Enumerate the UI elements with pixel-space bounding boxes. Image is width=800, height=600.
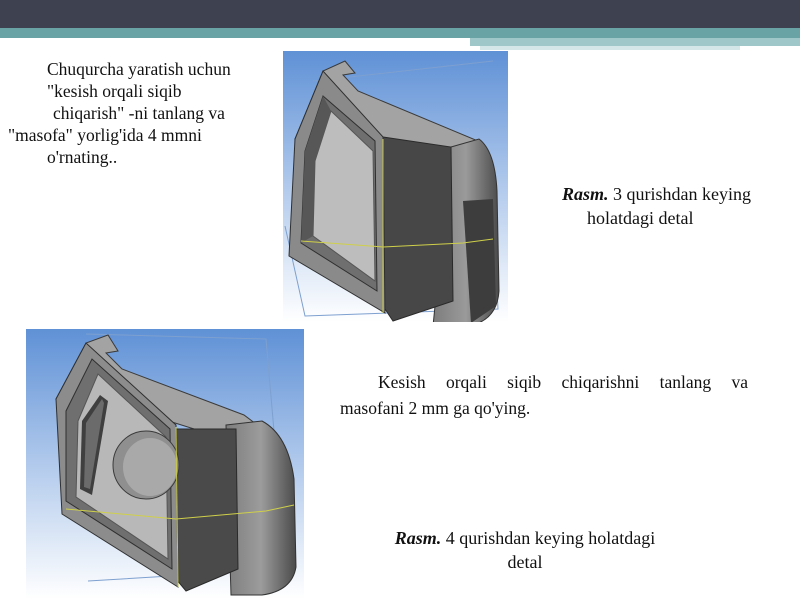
cad-part-render-3 [283, 51, 508, 322]
caption-text: 4 qurishdan keying holatdagi [445, 528, 656, 548]
instruction-paragraph [340, 369, 748, 421]
intro-line: Chuqurcha yaratish uchun [47, 59, 231, 79]
caption-label: Rasm. [562, 184, 609, 204]
cad-part-render-4 [26, 329, 304, 599]
header-bar [0, 0, 800, 28]
caption-label: Rasm. [394, 528, 442, 548]
intro-line: o'rnating.. [47, 147, 118, 167]
caption-text: 3 qurishdan keying [613, 184, 751, 204]
figure-4-caption [360, 526, 690, 574]
cad-figure-4 [26, 329, 304, 599]
caption-text: detal [507, 552, 543, 572]
paragraph-line: Kesish orqali siqib chiqarishni tanlang va [378, 372, 748, 392]
accent-stripe [0, 28, 800, 38]
intro-line: "masofa" yorlig'ida 4 mmni [8, 125, 202, 145]
paragraph-line: masofani 2 mm ga qo'ying. [340, 398, 531, 418]
accent-stripe-secondary [470, 38, 800, 46]
cad-figure-3 [283, 51, 508, 322]
caption-text: holatdagi detal [587, 208, 694, 228]
figure-3-caption [540, 182, 790, 230]
intro-line: chiqarish" -ni tanlang va [53, 103, 225, 123]
intro-text [8, 58, 278, 168]
accent-stripe-tertiary [480, 46, 740, 50]
intro-line: "kesish orqali siqib [47, 81, 182, 101]
